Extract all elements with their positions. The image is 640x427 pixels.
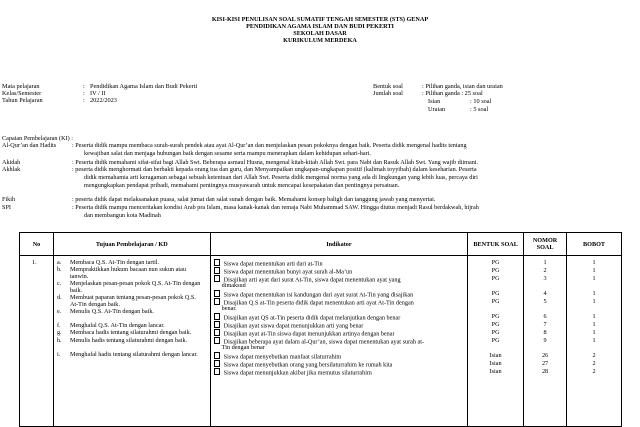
bobot-value: 2 <box>592 359 596 367</box>
info-value-jumlah: : Pilihan ganda : 25 soal <box>422 90 483 97</box>
bentuk-soal-value: PG <box>491 289 500 297</box>
bentuk-soal-value: Isian <box>489 367 502 375</box>
info-label-kelas: Kelas/Semester <box>2 90 42 97</box>
objective-letter: i. <box>56 351 61 358</box>
capaian-text-akidah: : Peserta didik memahami sifat-sifat bagi Allah Swt. Beberapa asmaul Husna, mengenal kitab-kitab Allah Swt. para Nabi dan Rasuk Allah Swt. Yang wajib diimani. <box>72 159 479 166</box>
checkbox-bullet-icon <box>214 298 220 305</box>
indicators-list <box>211 256 467 426</box>
info-sep: : <box>83 90 85 97</box>
indicator-text: Disajikan Q.S at-Tin peserta didik dapat menentukan arti ayat At-Tin dengan <box>223 299 414 307</box>
indicator-item <box>214 298 414 307</box>
cell-no <box>20 256 54 427</box>
kisi-kisi-table <box>19 232 622 427</box>
capaian-text-spi-2: dan membangun kota Madinah <box>84 212 161 219</box>
nomor-soal-value: 2 <box>543 266 547 274</box>
bentuk-soal-list <box>468 256 523 426</box>
capaian-label-quran: Al-Qur’an dan Hadits <box>2 142 57 149</box>
info-value-bentuk: : Pilihan ganda, isian dan uraian <box>422 83 503 90</box>
indicator-text-continued: benar. <box>221 305 237 312</box>
cell-tujuan <box>53 256 210 427</box>
objective-letter: e. <box>56 308 62 315</box>
info-label-jumlah: Jumlah soal <box>373 90 403 97</box>
indicator-text: Siswa dapat menentukan isi kandungan dari ayat surat At-Tin yang disajikan <box>223 291 414 299</box>
checkbox-bullet-icon <box>214 275 220 282</box>
header-indikator: Indikator <box>210 233 467 256</box>
indicator-text: Siswa dapat menyebutkan manfaat silaturrahim <box>223 353 342 361</box>
checkbox-bullet-icon <box>214 352 220 359</box>
checkbox-bullet-icon <box>214 313 220 320</box>
objective-letter: d. <box>56 294 62 301</box>
bentuk-soal-value: Isian <box>489 351 502 359</box>
info-value-mapel: Pendidikan Agama Islam dan Budi Pekerti <box>90 83 198 90</box>
indicator-text: Disajikan ayat siswa dapat menunjukkan arti yang benar <box>223 322 364 330</box>
doc-title-line4: KURIKULUM MERDEKA <box>283 37 357 44</box>
bentuk-soal-value: PG <box>491 274 500 282</box>
header-nomor-soal: NOMOR SOAL <box>524 233 567 256</box>
objective-letter: g. <box>56 329 62 336</box>
capaian-label-akhlak: Akhlak <box>2 166 21 173</box>
header-bentuk-soal: BENTUK SOAL <box>468 233 524 256</box>
nomor-soal-value: 5 <box>543 297 547 305</box>
indicator-text: Siswa dapat menyebutkan orang yang bersilaturrahim ke rumah kita <box>223 361 393 369</box>
bentuk-soal-value: PG <box>491 259 500 266</box>
info-value-tahun: 2022/2023 <box>90 97 117 104</box>
checkbox-bullet-icon <box>214 337 220 344</box>
info-value-uraian: : 5 soal <box>470 106 489 113</box>
objective-letter: b. <box>56 266 62 273</box>
checkbox-bullet-icon <box>214 321 220 328</box>
indicator-text-continued: dimaksud <box>221 282 246 289</box>
nomor-soal-value: 28 <box>541 367 549 375</box>
header-bobot: BOBOT <box>567 233 622 256</box>
capaian-text-akhlak-3: mengungkapkan pendapat pribadi, memahami pentingnya musyawarah untuk mencapai kesepakatan dan pentingnya persatuan. <box>84 182 400 189</box>
bentuk-soal-value: PG <box>491 266 500 274</box>
bobot-value: 2 <box>592 351 596 359</box>
row-number: 1. <box>32 259 37 266</box>
cell-bobot <box>567 256 622 427</box>
indicator-text: Disajikan ayat QS at-Tin peserta didik dapat melanjutkan dengan benar <box>223 314 401 322</box>
info-label-isian: Isian <box>428 98 441 105</box>
doc-title-line2: PENDIDIKAN AGAMA ISLAM DAN BUDI PEKERTI <box>246 23 394 30</box>
info-label-bentuk: Bentuk soal <box>373 83 403 90</box>
objective-text: Membaca Q.S. At-Tīn dengan tartil. <box>69 259 160 266</box>
info-sep: : <box>83 97 85 104</box>
capaian-label-akidah: Akidah <box>2 159 21 166</box>
nomor-soal-value: 27 <box>541 359 549 367</box>
nomor-soal-value: 6 <box>543 312 547 320</box>
bentuk-soal-value: PG <box>491 312 500 320</box>
capaian-text-spi-1: : Peserta didik mampu menceritakan kondisi Arab pra Islam, masa kanak-kanak dan remaja Nabi Muhammad SAW. Hingga diutus menjadi Rasul berdakwah, hijrah <box>72 204 479 211</box>
nomor-soal-value: 26 <box>541 351 549 359</box>
indicator-text: Disajikan arti ayat dari surat At-Tin, siswa dapat menentukan ayat yang <box>223 276 401 284</box>
objective-letter: c. <box>56 280 62 287</box>
checkbox-bullet-icon <box>214 368 220 375</box>
bobot-value: 1 <box>592 320 596 328</box>
objective-text: Menulis Q.S. At-Tīn dengan baik. <box>69 308 154 315</box>
bobot-value: 1 <box>592 274 596 282</box>
nomor-soal-value: 4 <box>543 289 547 297</box>
nomor-soal-value: 3 <box>543 274 547 282</box>
bobot-value: 1 <box>592 336 596 344</box>
nomor-soal-list <box>524 256 566 426</box>
cell-nomor <box>524 256 567 427</box>
checkbox-bullet-icon <box>214 329 220 336</box>
objective-text: Menghafal hadis tentang silaturahmi dengan lancar. <box>69 351 198 358</box>
bobot-value: 1 <box>592 259 596 266</box>
indicator-text: Disajikan beberapa ayat dalam al-Qur’an, siswa dapat menentukan ayat surah at- <box>223 338 425 346</box>
checkbox-bullet-icon <box>214 290 220 297</box>
bentuk-soal-value: PG <box>491 297 500 305</box>
bentuk-soal-value: Isian <box>489 359 502 367</box>
table-header-row <box>20 233 622 256</box>
bobot-value: 2 <box>592 367 596 375</box>
indicator-text: Siswa dapat menentukan arti dari at-Tin <box>223 260 323 268</box>
nomor-soal-value: 9 <box>543 336 547 344</box>
objective-letter: a. <box>56 259 62 266</box>
bobot-value: 1 <box>592 328 596 336</box>
capaian-text-quran-2: kewajiban salat dan menjaga hubungan baik dengan sesame serta mampu menerapkan dalam kehidupan sehari-hari. <box>84 150 371 157</box>
bobot-value: 1 <box>592 289 596 297</box>
info-value-isian: : 10 soal <box>470 98 492 105</box>
checkbox-bullet-icon <box>214 360 220 367</box>
bobot-value: 1 <box>592 312 596 320</box>
bobot-value: 1 <box>592 297 596 305</box>
indicator-item <box>214 368 372 377</box>
capaian-label-fikih: Fikih <box>2 196 16 203</box>
capaian-text-akhlak-2: didik memahamia arti keragaman sebagai sebuah ketentuan dari Allah Swt. Peserta didik mengenal norma yang ada di lingkungan yang lebih luas, percaya diri <box>84 174 478 181</box>
info-label-mapel: Mata pelajaran <box>2 83 40 90</box>
bentuk-soal-value: PG <box>491 320 500 328</box>
header-no: No <box>20 233 54 256</box>
info-label-tahun: Tahun Pelajaran <box>2 97 43 104</box>
capaian-label-spi: SPI <box>2 204 11 211</box>
cell-indikator <box>210 256 467 427</box>
indicator-text: Disajikan ayat at-Tin siswa dapat menunjukkan artinya dengan benar <box>223 330 395 338</box>
capaian-text-akhlak-1: : peserta didik menghormati dan berbakti kepada orang tua dan guru, dan Menyampaikan ungkapan-ungkapan positif (kalimah toyyibah) dalam keseharian. Peserta <box>72 166 477 173</box>
bobot-list <box>567 256 621 426</box>
objective-text: Menjelaskan pesan-pesan pokok Q.S. At-Tīn dengan baik. <box>69 280 201 295</box>
info-value-kelas: IV / II <box>90 90 106 97</box>
capaian-text-quran-1: : Peserta didik mampu membaca surah-surah pendek atau ayat Al-Qur’an dan menjelaskan pesan pokoknya dengan baik. Peserta didik mengenal hadits tentang <box>72 142 467 149</box>
objective-text: Menghafal Q.S. At-Tīn dengan lancar. <box>69 322 165 329</box>
bentuk-soal-value: PG <box>491 328 500 336</box>
indicator-text-continued: Tin dengan benar <box>221 343 265 351</box>
nomor-soal-value: 1 <box>543 259 547 266</box>
checkbox-bullet-icon <box>214 267 220 274</box>
objective-text: Membaca hadis tentang silaturahmi dengan baik. <box>69 329 192 336</box>
objective-text: Membuat paparan tentang pesan-pesan pokok Q.S. At-Tīn dengan baik. <box>69 294 196 309</box>
objective-text: Menulis hadis tentang silaturahmi dengan baik. <box>69 337 188 344</box>
nomor-soal-value: 7 <box>543 320 547 328</box>
capaian-text-fikih: : peserta didik dapat melaksanakan puasa, salat jumat dan salat sunah dengan baik. Memahami konsep baligh dan tanggung jawab yang menyertai. <box>72 196 436 203</box>
indicator-text: Siswa dapat menunjukkan akibat jika memutus silaturrahim <box>223 369 372 376</box>
objectives-list <box>54 256 210 426</box>
doc-title-line3: SEKOLAH DASAR <box>293 30 347 37</box>
info-label-uraian: Uraian <box>428 106 446 113</box>
checkbox-bullet-icon <box>214 259 220 266</box>
bentuk-soal-value: PG <box>491 336 500 344</box>
nomor-soal-value: 8 <box>543 328 547 336</box>
capaian-heading: Capaian Pembelajaran (KI) : <box>2 135 73 142</box>
objective-text: Mempraktikkan hukum bacaan nun sukun atau tanwin. <box>69 266 186 281</box>
cell-bentuk <box>468 256 524 427</box>
info-sep: : <box>83 83 85 90</box>
table-row <box>20 256 622 427</box>
objective-letter: f. <box>56 322 61 329</box>
indicator-text: Siswa dapat menentukan bunyi ayat surah al-Ma’un <box>223 268 353 276</box>
objective-letter: h. <box>56 337 62 344</box>
header-tujuan: Tujuan Pembelajaran / KD <box>53 233 210 256</box>
doc-title-line1: KISI-KISI PENULISAN SOAL SUMATIF TENGAH SEMESTER (STS) GENAP <box>211 16 429 23</box>
bobot-value: 1 <box>592 266 596 274</box>
